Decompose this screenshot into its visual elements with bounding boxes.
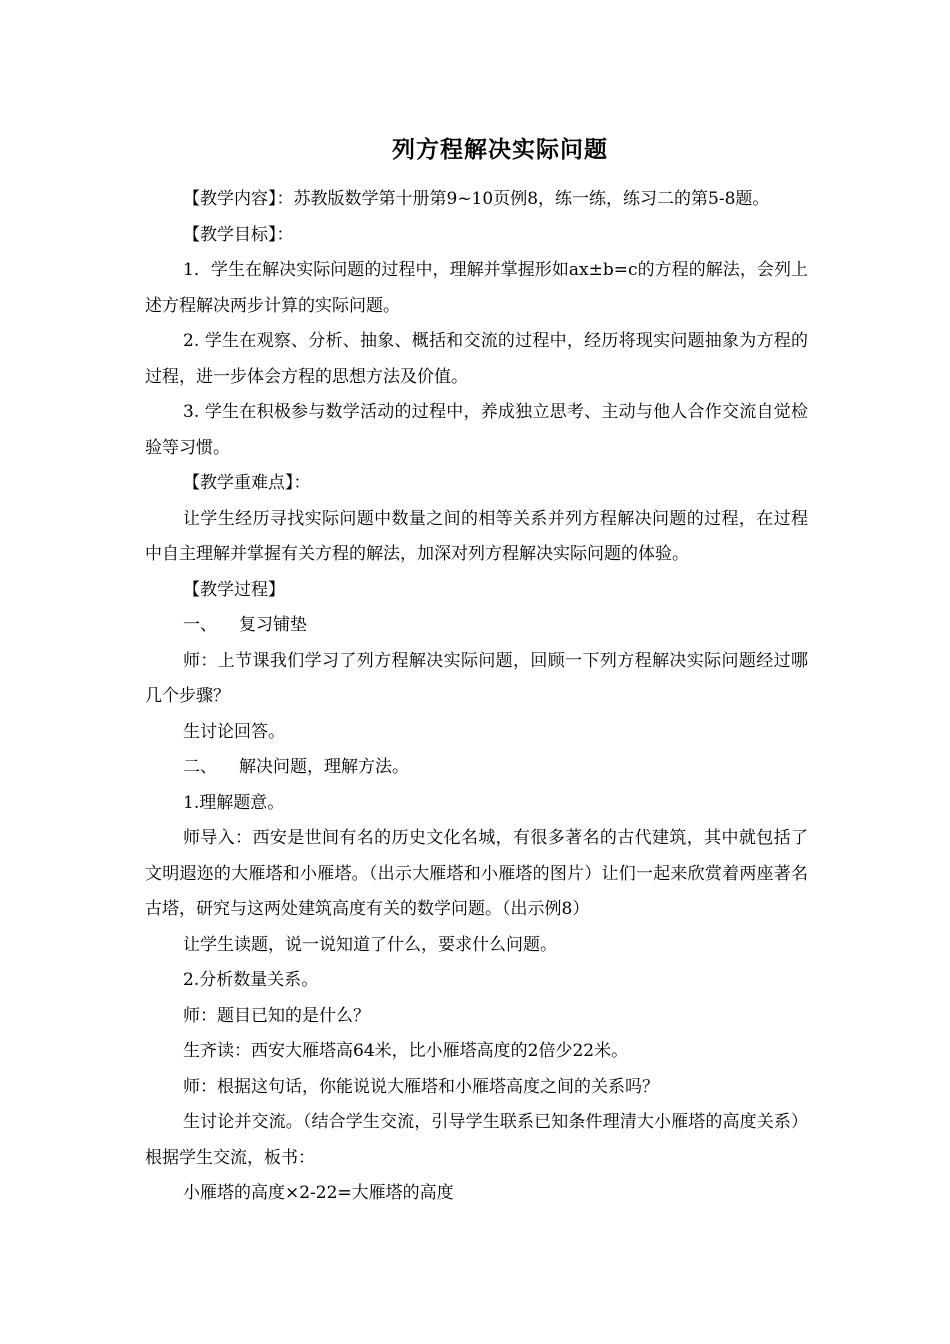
section-number: 二、 (183, 757, 217, 777)
paragraph-key-points: 让学生经历寻找实际问题中数量之间的相等关系并列方程解决问题的过程，在过程中自主理解并掌握有关方程的解法，加深对列方程解决实际问题的体验。 (145, 508, 808, 564)
paragraph-goal-1: 1．学生在解决实际问题的过程中，理解并掌握形如ax±b=c的方程的解法，会列上述方程解决两步计算的实际问题。 (145, 260, 808, 316)
paragraph-goal-3: 3. 学生在积极参与数学活动的过程中，养成独立思考、主动与他人合作交流自觉检验等习惯。 (145, 402, 808, 458)
section-number: 一、 (183, 615, 217, 635)
paragraph-teaching-content: 【教学内容】：苏教版数学第十册第9~10页例8，练一练，练习二的第5-8题。 (183, 189, 770, 209)
section-heading-review (145, 608, 808, 644)
paragraph-teacher-intro: 师导入：西安是世间有名的历史文化名城，有很多著名的古代建筑，其中就包括了文明遐迩的大雁塔和小雁塔。（出示大雁塔和小雁塔的图片）让们一起来欣赏着两座著名古塔，研究与这两处建筑高度有关的数学问题。（出示例8） (145, 828, 808, 919)
section-title: 解决问题，理解方法。 (239, 757, 409, 777)
paragraph-goal-2: 2. 学生在观察、分析、抽象、概括和交流的过程中，经历将现实问题抽象为方程的过程，进一步体会方程的思想方法及价值。 (145, 331, 808, 387)
heading-key-points: 【教学重难点】： (183, 473, 311, 493)
paragraph-student-read: 生齐读：西安大雁塔高64米，比小雁塔高度的2倍少22米。 (183, 1041, 629, 1061)
paragraph-student-discuss: 生讨论回答。 (183, 721, 285, 742)
paragraph-teacher-review: 师：上节课我们学习了列方程解决实际问题，回顾一下列方程解决实际问题经过哪几个步骤？ (145, 650, 808, 706)
paragraph-teacher-question: 师：题目已知的是什么？ (183, 1005, 370, 1026)
section-title: 复习铺垫 (239, 615, 307, 635)
paragraph-read-problem: 让学生读题，说一说知道了什么，要求什么问题。 (183, 934, 557, 955)
heading-teaching-process: 【教学过程】 (183, 579, 285, 600)
paragraph-understand: 1.理解题意。 (183, 792, 285, 813)
heading-teaching-goals: 【教学目标】： (183, 224, 294, 245)
document-body (145, 182, 808, 1212)
paragraph-student-exchange: 生讨论并交流。（结合学生交流，引导学生联系已知条件理清大小雁塔的高度关系）根据学生交流，板书： (145, 1112, 808, 1168)
paragraph-analyze: 2.分析数量关系。 (183, 970, 319, 990)
paragraph-board-equation: 小雁塔的高度×2-22=大雁塔的高度 (183, 1183, 454, 1203)
paragraph-teacher-ask: 师：根据这句话，你能说说大雁塔和小雁塔高度之间的关系吗？ (183, 1076, 659, 1097)
document-title: 列方程解决实际问题 (392, 137, 608, 163)
section-heading-solve (145, 750, 808, 786)
